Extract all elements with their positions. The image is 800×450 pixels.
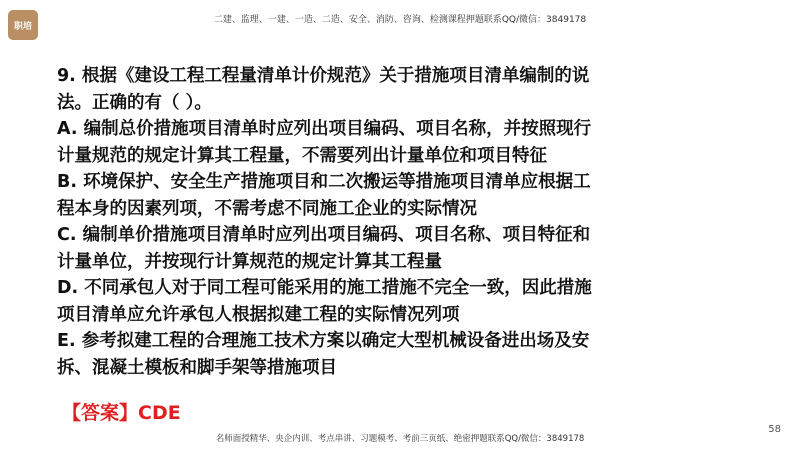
option-d-line: 项目清单应允许承包人根据拟建工程的实际情况列项 [57, 304, 460, 325]
option-a-line: A. 编制总价措施项目清单时应列出项目编码、项目名称，并按照现行 [57, 119, 592, 139]
page-number: 58 [768, 424, 781, 435]
answer-text: 【答案】CDE [62, 402, 181, 424]
option-b-line: 程本身的因素列项，不需考虑不同施工企业的实际情况 [57, 198, 477, 219]
option-e-line: 拆、混凝土模板和脚手架等措施项目 [57, 357, 337, 378]
option-c-line: C. 编制单价措施项目清单时应列出项目编码、项目名称、项目特征和 [57, 225, 591, 245]
question-line: 法。正确的有（ ）。 [57, 92, 212, 113]
logo-icon: 职培 [8, 10, 38, 40]
option-b-line: B. 环境保护、安全生产措施项目和二次搬运等措施项目清单应根据工 [57, 172, 591, 192]
bottom-banner: 名师面授精华、央企内训、考点串讲、习题模考、考前三页纸、绝密押题联系QQ/微信：3849178 [215, 434, 585, 444]
option-c-line: 计量单位，并按现行计算规范的规定计算其工程量 [57, 251, 442, 272]
option-a-line: 计量规范的规定计算其工程量，不需要列出计量单位和项目特征 [57, 145, 547, 166]
top-banner: 二建、监理、一建、一造、二造、安全、消防、咨询、检测课程押题联系QQ/微信：3849178 [213, 15, 587, 25]
option-d-line: D. 不同承包人对于同工程可能采用的施工措施不完全一致，因此措施 [57, 278, 592, 298]
question-content [57, 63, 757, 381]
option-e-line: E. 参考拟建工程的合理施工技术方案以确定大型机械设备进出场及安 [57, 331, 590, 351]
question-line: 9. 根据《建设工程工程量清单计价规范》关于措施项目清单编制的说 [57, 66, 590, 86]
